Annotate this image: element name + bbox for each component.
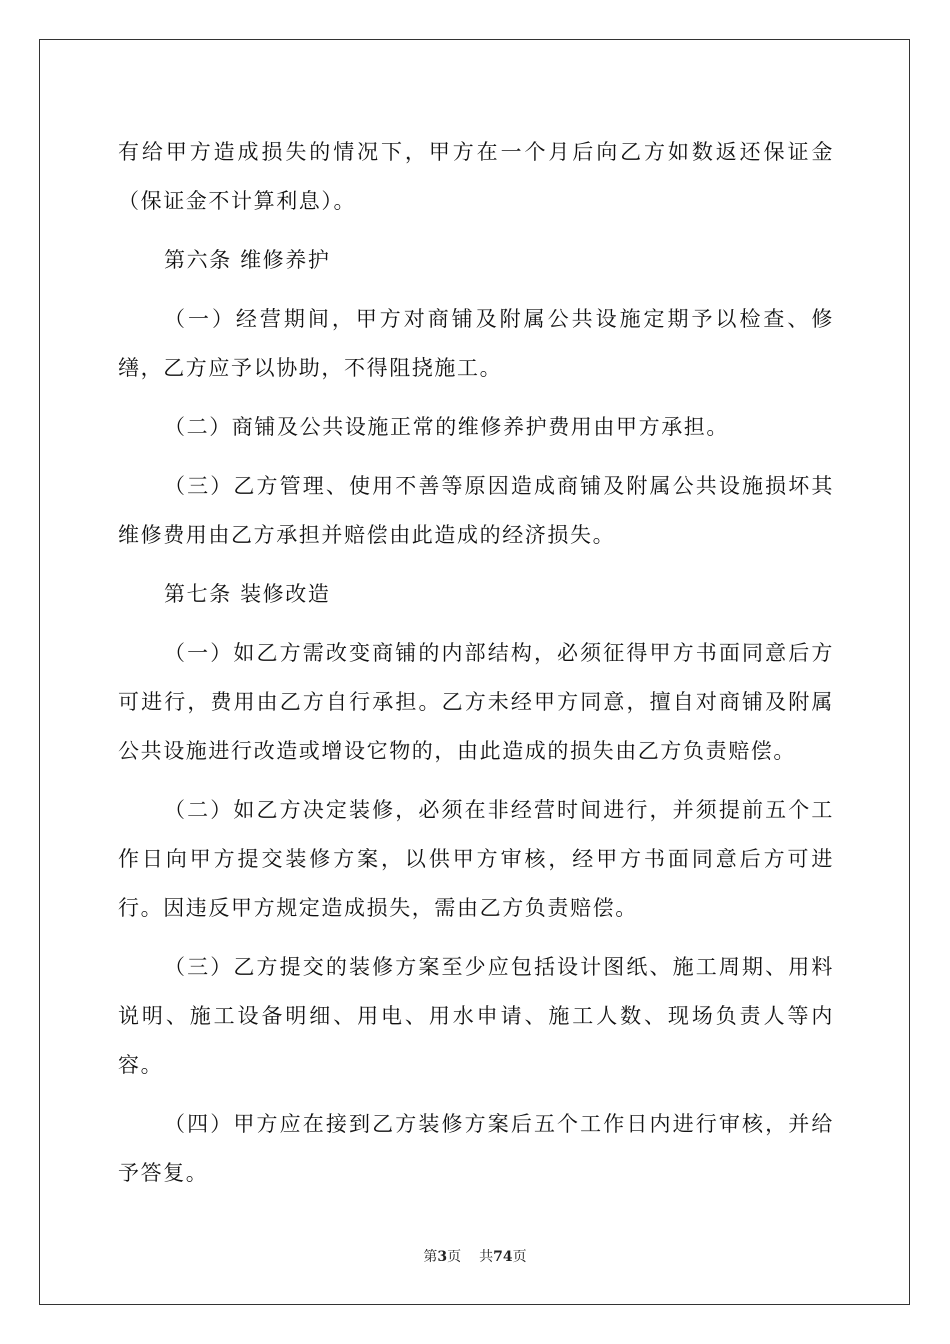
footer-page-number: 3 [437, 1249, 448, 1265]
footer-page-prefix: 第 [423, 1249, 438, 1265]
paragraph-deposit-return: 有给甲方造成损失的情况下，甲方在一个月后向乙方如数返还保证金（保证金不计算利息）。 [118, 140, 834, 213]
page-footer [0, 1246, 950, 1266]
footer-total-prefix: 共 [479, 1249, 494, 1265]
paragraph-renovation-plan-content: （三）乙方提交的装修方案至少应包括设计图纸、施工周期、用料说明、施工设备明细、用电、用水申请、施工人数、现场负责人等内容。 [118, 955, 834, 1077]
article-seven-heading: 第七条 装修改造 [164, 582, 331, 606]
footer-page-suffix: 页 [447, 1249, 462, 1265]
footer-total-pages: 74 [493, 1249, 513, 1265]
paragraph-maintenance-cost: （二）商铺及公共设施正常的维修养护费用由甲方承担。 [164, 415, 729, 439]
paragraph-structure-change: （一）如乙方需改变商铺的内部结构，必须征得甲方书面同意后方可进行，费用由乙方自行承担。乙方未经甲方同意，擅自对商铺及附属公共设施进行改造或增设它物的，由此造成的损失由乙方负责赔偿。 [118, 641, 834, 763]
paragraph-renovation-timing: （二）如乙方决定装修，必须在非经营时间进行，并须提前五个工作日向甲方提交装修方案，以供甲方审核，经甲方书面同意后方可进行。因违反甲方规定造成损失，需由乙方负责赔偿。 [118, 798, 834, 920]
paragraph-maintenance-inspection: （一）经营期间，甲方对商铺及附属公共设施定期予以检查、修缮，乙方应予以协助，不得阻挠施工。 [118, 307, 834, 380]
footer-total-suffix: 页 [512, 1249, 527, 1265]
paragraph-review-response: （四）甲方应在接到乙方装修方案后五个工作日内进行审核，并给予答复。 [118, 1112, 834, 1185]
document-body [118, 128, 834, 1208]
paragraph-damage-liability: （三）乙方管理、使用不善等原因造成商铺及附属公共设施损坏其维修费用由乙方承担并赔偿由此造成的经济损失。 [118, 474, 834, 547]
article-six-heading: 第六条 维修养护 [164, 248, 331, 272]
